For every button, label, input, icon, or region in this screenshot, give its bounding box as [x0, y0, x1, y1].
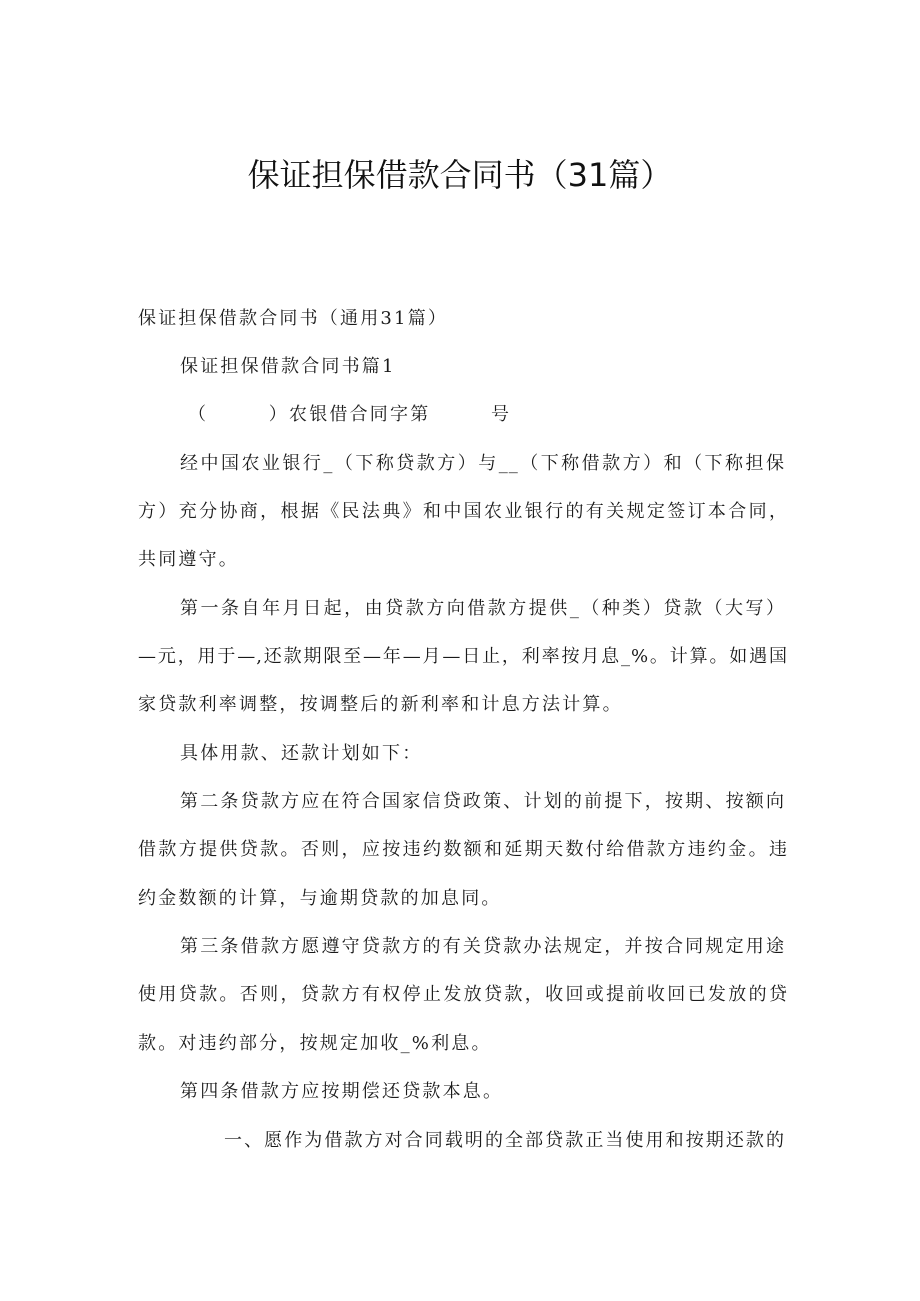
paragraph-line: 款。对违约部分，按规定加收_%利息。 — [138, 1033, 492, 1054]
paragraph-line: 方）充分协商，根据《民法典》和中国农业银行的有关规定签订本合同， — [138, 501, 788, 522]
paragraph-line: 第四条借款方应按期偿还贷款本息。 — [180, 1081, 504, 1102]
paragraph-line: 约金数额的计算，与逾期贷款的加息同。 — [138, 888, 502, 909]
paragraph-line: 一、愿作为借款方对合同载明的全部贷款正当使用和按期还款的 — [224, 1130, 785, 1151]
paragraph-line: —元，用于—,还款期限至—年—月—日止，利率按月息_%。计算。如遇国 — [138, 646, 788, 667]
paragraph-line: 第二条贷款方应在符合国家信贷政策、计划的前提下，按期、按额向 — [180, 791, 785, 812]
paragraph-line: 家贷款利率调整，按调整后的新利率和计息方法计算。 — [138, 694, 623, 715]
paragraph-line: 第一条自年月日起，由贷款方向借款方提供_（种类）贷款（大写） — [180, 598, 785, 619]
paragraph-line: 共同遵守。 — [138, 549, 239, 570]
paragraph-line: 使用贷款。否则，贷款方有权停止发放贷款，收回或提前收回已发放的贷 — [138, 984, 788, 1005]
contract-number: （ ）农银借合同字第 号 — [188, 404, 512, 425]
document-subtitle: 保证担保借款合同书（通用31篇） — [138, 308, 449, 329]
section-heading: 保证担保借款合同书篇1 — [180, 356, 396, 377]
paragraph-line: 借款方提供贷款。否则，应按违约数额和延期天数付给借款方违约金。违 — [138, 839, 788, 860]
paragraph-line: 具体用款、还款计划如下： — [180, 743, 423, 764]
paragraph-line: 经中国农业银行_（下称贷款方）与__（下称借款方）和（下称担保 — [180, 453, 785, 474]
document-title: 保证担保借款合同书（31篇） — [247, 156, 673, 194]
paragraph-line: 第三条借款方愿遵守贷款方的有关贷款办法规定，并按合同规定用途 — [180, 936, 785, 957]
